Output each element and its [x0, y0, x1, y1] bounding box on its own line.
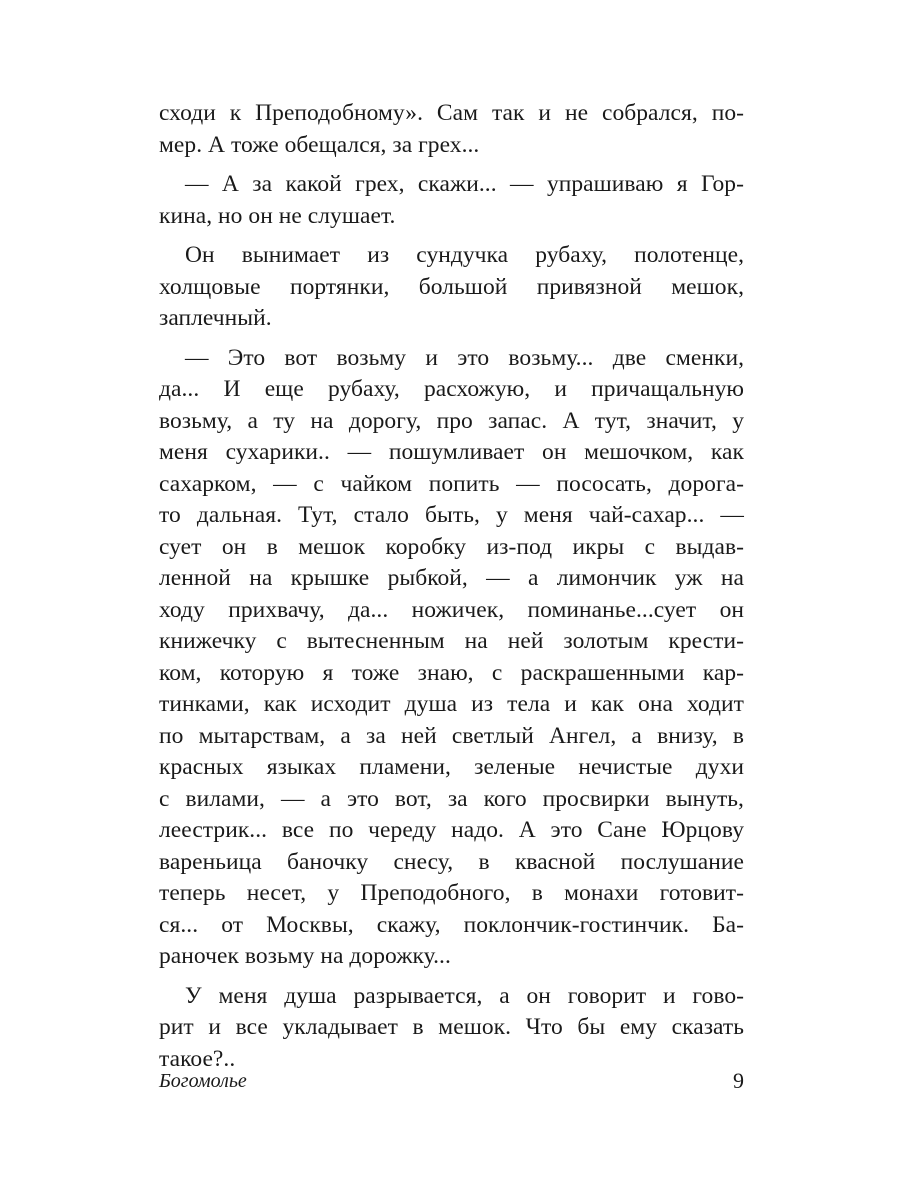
- text-line: — А за какой грех, скажи... — упрашиваю я Гор-: [185, 171, 744, 197]
- text-line: леестрик... все по череду надо. А это Сане Юрцову: [159, 817, 744, 843]
- text-line: с вилами, — а это вот, за кого просвирки вынуть,: [159, 785, 744, 812]
- text-line: заплечный.: [159, 305, 272, 331]
- paragraph-gap: [159, 335, 744, 343]
- text-line: мер. А тоже обещался, за грех...: [159, 131, 480, 158]
- text-line: ком, которую я тоже знаю, с раскрашенными кар-: [159, 659, 744, 686]
- text-line: У меня душа разрывается, а он говорит и гово-: [185, 982, 744, 1009]
- text-line: такое?..: [159, 1045, 236, 1072]
- body-text: [159, 98, 744, 1075]
- text-line: тинками, как исходит душа из тела и как она ходит: [159, 691, 744, 717]
- text-line: раночек возьму на дорожку...: [159, 943, 451, 969]
- paragraph-gap: [159, 161, 744, 169]
- text-line: да... И еще рубаху, расхожую, и причащальную: [159, 376, 744, 402]
- text-line: меня сухарики.. — пошумливает он мешочком, как: [159, 439, 744, 465]
- text-line: ходу прихвачу, да... ножичек, поминанье...сует он: [159, 596, 744, 623]
- paragraph: [159, 169, 744, 232]
- text-line: сует он в мешок коробку из-под икры с выдав-: [159, 533, 744, 560]
- text-line: теперь несет, у Преподобного, в монахи готовит-: [159, 880, 744, 906]
- paragraph: [159, 98, 744, 161]
- text-line: возьму, а ту на дорогу, про запас. А тут, значит, у: [159, 407, 744, 434]
- text-line: книжечку с вытесненным на ней золотым крести-: [159, 628, 744, 654]
- text-line: вареньица баночку снесу, в квасной послушание: [159, 848, 744, 875]
- paragraph-gap: [159, 232, 744, 240]
- text-line: холщовые портянки, большой привязной мешок,: [159, 273, 744, 300]
- text-line: по мытарствам, а за ней светлый Ангел, а внизу, в: [159, 722, 744, 749]
- text-line: кина, но он не слушает.: [159, 202, 396, 229]
- paragraph: [159, 981, 744, 1076]
- text-line: ленной на крышке рыбкой, — а лимончик уж на: [159, 565, 744, 591]
- text-line: рит и все укладывает в мешок. Что бы ему сказать: [159, 1014, 744, 1040]
- paragraph: [159, 343, 744, 973]
- text-line: Он вынимает из сундучка рубаху, полотенце,: [185, 242, 744, 268]
- text-line: сахарком, — с чайком попить — пососать, дорога-: [159, 470, 744, 497]
- text-line: то дальная. Тут, стало быть, у меня чай-сахар... —: [159, 502, 744, 528]
- running-title: Богомолье: [159, 1070, 247, 1092]
- page-number: 9: [733, 1068, 744, 1093]
- text-line: — Это вот возьму и это возьму... две сменки,: [185, 344, 744, 371]
- text-line: красных языках пламени, зеленые нечистые духи: [159, 754, 744, 780]
- paragraph-gap: [159, 973, 744, 981]
- paragraph: [159, 240, 744, 335]
- page-footer: [159, 1066, 744, 1096]
- text-line: сходи к Преподобному». Сам так и не собрался, по-: [159, 100, 744, 126]
- text-line: ся... от Москвы, скажу, поклончик-гостинчик. Ба-: [159, 911, 744, 938]
